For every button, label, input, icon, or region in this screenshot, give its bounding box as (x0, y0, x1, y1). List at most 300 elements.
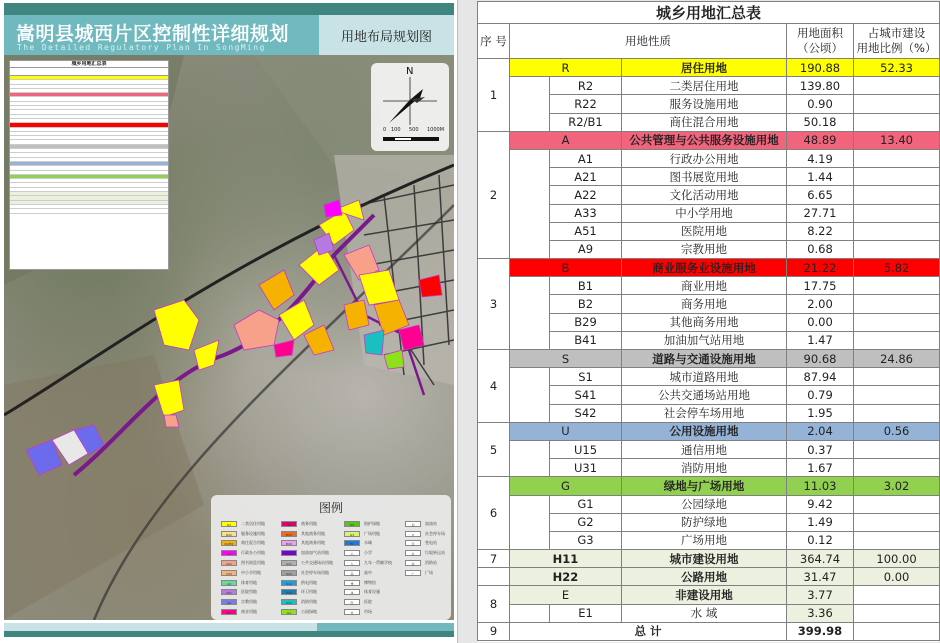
total-label: 总 计 (510, 622, 787, 640)
legend-title: 图例 (318, 501, 343, 515)
legend-item (344, 529, 392, 539)
legend-label: 广场 (425, 569, 433, 575)
legend-label: 中小学用地 (241, 569, 261, 575)
subcategory-ratio (854, 149, 940, 167)
category-name: 道路与交通设施用地 (622, 350, 787, 368)
legend-item (221, 519, 265, 529)
subcategory-name: 其他商务用地 (622, 313, 787, 331)
subcategory-name: 公园绿地 (622, 495, 787, 513)
legend-item (281, 539, 333, 549)
h11-code: H11 (510, 550, 622, 568)
subcategory-ratio (854, 204, 940, 222)
subcategory-area: 0.12 (787, 531, 854, 549)
legend-item (405, 539, 445, 549)
e1-name: 水 域 (622, 604, 787, 622)
indent-cell (510, 149, 550, 258)
subcategory-code: G1 (550, 495, 622, 513)
legend-label: 公园绿地 (301, 609, 317, 615)
subcategory-area: 0.68 (787, 240, 854, 258)
legend-item (281, 597, 333, 607)
subcategory-code: S1 (550, 368, 622, 386)
legend-label: 医院 (364, 599, 372, 605)
legend-item (281, 607, 333, 617)
scale-bar (383, 137, 439, 141)
subcategory-code: B41 (550, 331, 622, 349)
legend-label: 行政办公用地 (241, 550, 265, 556)
legend-item (405, 529, 445, 539)
legend-swatch: R22 (221, 531, 237, 537)
header-ratio-line2: 用地比例（%） (856, 41, 937, 55)
subcategory-area: 50.18 (787, 113, 854, 131)
category-ratio: 3.02 (854, 477, 940, 495)
subcategory-ratio (854, 313, 940, 331)
subcategory-row (478, 77, 940, 95)
subcategory-area: 0.90 (787, 95, 854, 113)
mini-table-title: 城乡用地汇总表 (10, 61, 168, 68)
subcategory-ratio (854, 186, 940, 204)
subcategory-name: 商务用地 (622, 295, 787, 313)
h22-area: 31.47 (787, 568, 854, 586)
subcategory-ratio (854, 386, 940, 404)
subcategory-code: S42 (550, 404, 622, 422)
legend-label: 环卫用地 (301, 589, 317, 595)
subcategory-code: R2/B1 (550, 113, 622, 131)
subcategory-code: U31 (550, 459, 622, 477)
legend-item (281, 578, 333, 588)
table-title: 城乡用地汇总表 (478, 2, 940, 24)
legend-swatch: B29 (281, 540, 297, 546)
legend-item (221, 578, 265, 588)
subcategory-area: 87.94 (787, 368, 854, 386)
group-index: 4 (478, 350, 510, 423)
e-area: 3.77 (787, 586, 854, 604)
legend-swatch: G2 (344, 521, 360, 527)
legend-label: 防护绿地 (364, 520, 380, 526)
category-name: 绿地与广场用地 (622, 477, 787, 495)
legend-item (405, 568, 445, 578)
subcategory-ratio (854, 168, 940, 186)
subcategory-name: 宗教用地 (622, 240, 787, 258)
h22-code: H22 (510, 568, 622, 586)
legend-label: 高中 (364, 569, 372, 575)
category-ratio: 5.82 (854, 259, 940, 277)
category-area: 2.04 (787, 422, 854, 440)
subcategory-ratio (854, 240, 940, 258)
land-use-map (4, 55, 454, 620)
legend-swatch: A9 (221, 599, 237, 605)
legend-item (344, 568, 392, 578)
legend-swatch: A1 (221, 550, 237, 556)
category-ratio: 52.33 (854, 59, 940, 77)
legend-label: 水域 (364, 540, 372, 546)
subcategory-name: 服务设施用地 (622, 95, 787, 113)
subcategory-area: 1.44 (787, 168, 854, 186)
subcategory-code: A33 (550, 204, 622, 222)
subcategory-name: 文化活动用地 (622, 186, 787, 204)
legend-item (405, 558, 445, 568)
legend-label: 图书展览用地 (241, 560, 265, 566)
total-row (478, 622, 940, 640)
e1-code: E1 (550, 604, 622, 622)
legend-item (221, 607, 265, 617)
category-row (478, 477, 940, 495)
legend-swatch: 垃 (405, 550, 421, 556)
legend-column-2 (281, 519, 333, 617)
category-ratio: 13.40 (854, 131, 940, 149)
e1-row (478, 604, 940, 622)
legend-swatch: G1 (281, 609, 297, 615)
legend-item (221, 597, 265, 607)
category-code: R (510, 59, 622, 77)
map-sheet (0, 0, 458, 643)
subcategory-code: S41 (550, 386, 622, 404)
subcategory-code: A9 (550, 240, 622, 258)
subcategory-name: 社会停车场用地 (622, 404, 787, 422)
category-row (478, 131, 940, 149)
category-code: A (510, 131, 622, 149)
subcategory-ratio (854, 440, 940, 458)
h22-name: 公路用地 (622, 568, 787, 586)
header-area-line2: （公顷） (797, 41, 843, 55)
subcategory-name: 商住混合用地 (622, 113, 787, 131)
subcategory-row (478, 277, 940, 295)
legend-label: 市场 (364, 609, 372, 615)
legend-swatch: U12 (281, 580, 297, 586)
category-ratio: 24.86 (854, 350, 940, 368)
legend-label: 商务用地 (301, 520, 317, 526)
north-label: N (406, 66, 414, 77)
subcategory-name: 公共交通场站用地 (622, 386, 787, 404)
subcategory-name: 医院用地 (622, 222, 787, 240)
subcategory-area: 1.49 (787, 513, 854, 531)
subcategory-name: 消防用地 (622, 459, 787, 477)
group-index: 7 (478, 550, 510, 568)
category-code: S (510, 350, 622, 368)
subcategory-code: G3 (550, 531, 622, 549)
legend-item (405, 519, 445, 529)
subcategory-name: 商业用地 (622, 277, 787, 295)
subcategory-name: 行政办公用地 (622, 149, 787, 167)
group-index: 6 (478, 477, 510, 550)
subcategory-name: 通信用地 (622, 440, 787, 458)
plan-title: 嵩明县城西片区控制性详细规划 (16, 23, 290, 45)
legend-label: 商住混合用地 (241, 540, 265, 546)
subcategory-ratio (854, 222, 940, 240)
subcategory-ratio (854, 368, 940, 386)
legend-item (281, 519, 333, 529)
subcategory-name: 城市道路用地 (622, 368, 787, 386)
legend-item (221, 588, 265, 598)
footer-band-light (4, 623, 317, 631)
legend-label: 变电站 (425, 540, 437, 546)
land-use-summary-table (477, 1, 939, 642)
category-code: G (510, 477, 622, 495)
e-ratio (854, 586, 940, 604)
subcategory-ratio (854, 331, 940, 349)
subcategory-row (478, 440, 940, 458)
header-area (787, 24, 854, 59)
legend-swatch: E1 (344, 540, 360, 546)
legend-item (221, 558, 265, 568)
category-name: 商业服务业设施用地 (622, 259, 787, 277)
category-name: 公共管理与公共服务设施用地 (622, 131, 787, 149)
category-area: 190.88 (787, 59, 854, 77)
scale-label-1000: 1000M (427, 127, 445, 133)
legend-swatch: 加 (405, 521, 421, 527)
subcategory-code: A51 (550, 222, 622, 240)
subcategory-ratio (854, 113, 940, 131)
legend-item (344, 607, 392, 617)
subcategory-area: 0.37 (787, 440, 854, 458)
group-index: 3 (478, 259, 510, 350)
category-code: U (510, 422, 622, 440)
subcategory-code: B29 (550, 313, 622, 331)
header-title-block (4, 15, 319, 55)
legend-item (221, 548, 265, 558)
indent-cell (510, 368, 550, 423)
legend-label: 体育用地 (241, 579, 257, 585)
subcategory-row (478, 368, 940, 386)
subcategory-code: A1 (550, 149, 622, 167)
total-area: 399.98 (787, 622, 854, 640)
legend-swatch: U22 (281, 589, 297, 595)
legend-label: 垃圾转运站 (425, 550, 445, 556)
e-row (478, 586, 940, 604)
legend-swatch: 高 (344, 570, 360, 576)
category-area: 11.03 (787, 477, 854, 495)
category-area: 90.68 (787, 350, 854, 368)
subcategory-row (478, 495, 940, 513)
legend-column-1 (221, 519, 265, 617)
legend-label: 加油站 (425, 520, 437, 526)
legend-item (221, 568, 265, 578)
h11-area: 364.74 (787, 550, 854, 568)
legend-item (344, 548, 392, 558)
legend-swatch: S41 (281, 560, 297, 566)
mini-summary-table (9, 60, 169, 270)
legend-label: 消防用地 (301, 599, 317, 605)
legend-label: 二类居住用地 (241, 520, 265, 526)
subcategory-area: 139.80 (787, 77, 854, 95)
category-area: 48.89 (787, 131, 854, 149)
subcategory-area: 2.00 (787, 295, 854, 313)
subcategory-ratio (854, 531, 940, 549)
legend-swatch: A33 (221, 570, 237, 576)
legend-swatch: 体 (344, 589, 360, 595)
subcategory-name: 二类居住用地 (622, 77, 787, 95)
north-arrow-scale (371, 63, 449, 151)
legend-swatch: S42 (281, 570, 297, 576)
legend-swatch: 广 (405, 570, 421, 576)
legend-label: 博物馆 (364, 579, 376, 585)
legend-label: 公共交通场站用地 (301, 560, 333, 566)
header-index: 序 号 (478, 24, 510, 59)
category-area: 21.22 (787, 259, 854, 277)
category-code: B (510, 259, 622, 277)
legend-label: 医院用地 (241, 589, 257, 595)
legend-swatch: R2/B1 (221, 540, 237, 546)
legend-item (221, 529, 265, 539)
legend-item (281, 568, 333, 578)
subcategory-ratio (854, 513, 940, 531)
subcategory-code: B1 (550, 277, 622, 295)
legend-swatch: B1 (221, 609, 237, 615)
scale-label-0: 0 (383, 127, 387, 133)
h22-ratio: 0.00 (854, 568, 940, 586)
legend-label: 社会停车场 (425, 530, 445, 536)
group-index: 5 (478, 422, 510, 477)
group-index: 8 (478, 586, 510, 622)
legend-item (405, 548, 445, 558)
subcategory-name: 加油加气站用地 (622, 331, 787, 349)
subcategory-code: R22 (550, 95, 622, 113)
e-name: 非建设用地 (622, 586, 787, 604)
subcategory-area: 9.42 (787, 495, 854, 513)
category-ratio: 0.56 (854, 422, 940, 440)
category-row (478, 59, 940, 77)
subcategory-area: 1.67 (787, 459, 854, 477)
subcategory-code: B2 (550, 295, 622, 313)
group-index: 1 (478, 59, 510, 132)
plan-subtitle: The Detailed Regulatory Plan In SongMing (17, 43, 266, 52)
subcategory-area: 1.47 (787, 331, 854, 349)
legend-swatch: G3 (344, 531, 360, 537)
subcategory-area: 27.71 (787, 204, 854, 222)
subcategory-area: 4.19 (787, 149, 854, 167)
legend-swatch: 九 (344, 560, 360, 566)
footer-band-dark (4, 631, 454, 637)
legend-item (281, 548, 333, 558)
legend-swatch: P (405, 531, 421, 537)
compass-rose-icon (371, 75, 449, 145)
scale-label-100: 100 (391, 127, 401, 133)
e1-ratio (854, 604, 940, 622)
subcategory-code: R2 (550, 77, 622, 95)
legend-label: 其他商务用地 (301, 530, 325, 536)
legend-label: 供电用地 (301, 579, 317, 585)
legend-item (281, 529, 333, 539)
legend-swatch: 医 (344, 599, 360, 605)
legend-label: 服务设施用地 (241, 530, 265, 536)
legend-swatch: 消 (405, 560, 421, 566)
subcategory-area: 0.79 (787, 386, 854, 404)
total-ratio (854, 622, 940, 640)
legend-swatch: 市 (344, 609, 360, 615)
subcategory-area: 1.95 (787, 404, 854, 422)
legend-label: 九年一贯制学校 (364, 560, 392, 566)
legend-swatch: 变 (405, 540, 421, 546)
legend-item (344, 578, 392, 588)
category-name: 居住用地 (622, 59, 787, 77)
group-index (478, 568, 510, 586)
subcategory-area: 0.00 (787, 313, 854, 331)
legend-label: 体育设施 (364, 589, 380, 595)
legend-label: 商业用地 (241, 609, 257, 615)
legend-label: 社会停车场用地 (301, 569, 329, 575)
subcategory-name: 图书展览用地 (622, 168, 787, 186)
subcategory-ratio (854, 495, 940, 513)
legend-label: 其他商务用地 (301, 540, 325, 546)
legend-swatch: 博 (344, 580, 360, 586)
header-area-line1: 用地面积 (797, 26, 843, 40)
subcategory-area: 8.22 (787, 222, 854, 240)
e-code: E (510, 586, 622, 604)
e1-area: 3.36 (787, 604, 854, 622)
legend-swatch: 小 (344, 550, 360, 556)
map-legend (211, 495, 451, 620)
legend-item (344, 597, 392, 607)
legend-item (344, 519, 392, 529)
subcategory-ratio (854, 459, 940, 477)
subcategory-row (478, 149, 940, 167)
subcategory-code: G2 (550, 513, 622, 531)
h11-ratio: 100.00 (854, 550, 940, 568)
indent-cell (510, 604, 550, 622)
legend-swatch: B29 (281, 531, 297, 537)
legend-label: 消防站 (425, 560, 437, 566)
subcategory-name: 中小学用地 (622, 204, 787, 222)
category-row (478, 259, 940, 277)
group-index: 9 (478, 622, 510, 640)
subcategory-name: 防护绿地 (622, 513, 787, 531)
scale-label-500: 500 (409, 127, 419, 133)
subcategory-area: 17.75 (787, 277, 854, 295)
legend-column-3 (344, 519, 392, 617)
h22-row (478, 568, 940, 586)
indent-cell (510, 277, 550, 350)
legend-swatch: B41 (281, 550, 297, 556)
subcategory-code: A22 (550, 186, 622, 204)
legend-column-4 (405, 519, 445, 578)
legend-item (344, 588, 392, 598)
category-name: 公用设施用地 (622, 422, 787, 440)
legend-item (281, 588, 333, 598)
legend-label: 广场用地 (364, 530, 380, 536)
footer-band-mid (317, 623, 454, 631)
group-index: 2 (478, 131, 510, 258)
legend-item (344, 539, 392, 549)
subcategory-name: 广场用地 (622, 531, 787, 549)
header-land-nature: 用地性质 (510, 24, 787, 59)
header-ratio (854, 24, 940, 59)
legend-swatch: A21 (221, 560, 237, 566)
category-row (478, 422, 940, 440)
legend-swatch: A4 (221, 580, 237, 586)
subcategory-ratio (854, 95, 940, 113)
category-row (478, 350, 940, 368)
legend-item (221, 539, 265, 549)
header-ratio-line1: 占城市建设 (867, 26, 926, 40)
subcategory-code: A21 (550, 168, 622, 186)
subcategory-ratio (854, 295, 940, 313)
indent-cell (510, 77, 550, 132)
sheet-name: 用地布局规划图 (319, 15, 454, 55)
legend-item (344, 558, 392, 568)
subcategory-code: U15 (550, 440, 622, 458)
subcategory-area: 6.65 (787, 186, 854, 204)
subcategory-ratio (854, 404, 940, 422)
h11-row (478, 550, 940, 568)
subcategory-ratio (854, 77, 940, 95)
legend-swatch: A51 (221, 589, 237, 595)
header-band (4, 3, 454, 15)
legend-swatch: R2 (221, 521, 237, 527)
h11-name: 城市建设用地 (622, 550, 787, 568)
legend-label: 加油加气站用地 (301, 550, 329, 556)
indent-cell (510, 495, 550, 550)
legend-label: 小学 (364, 550, 372, 556)
legend-label: 宗教用地 (241, 599, 257, 605)
